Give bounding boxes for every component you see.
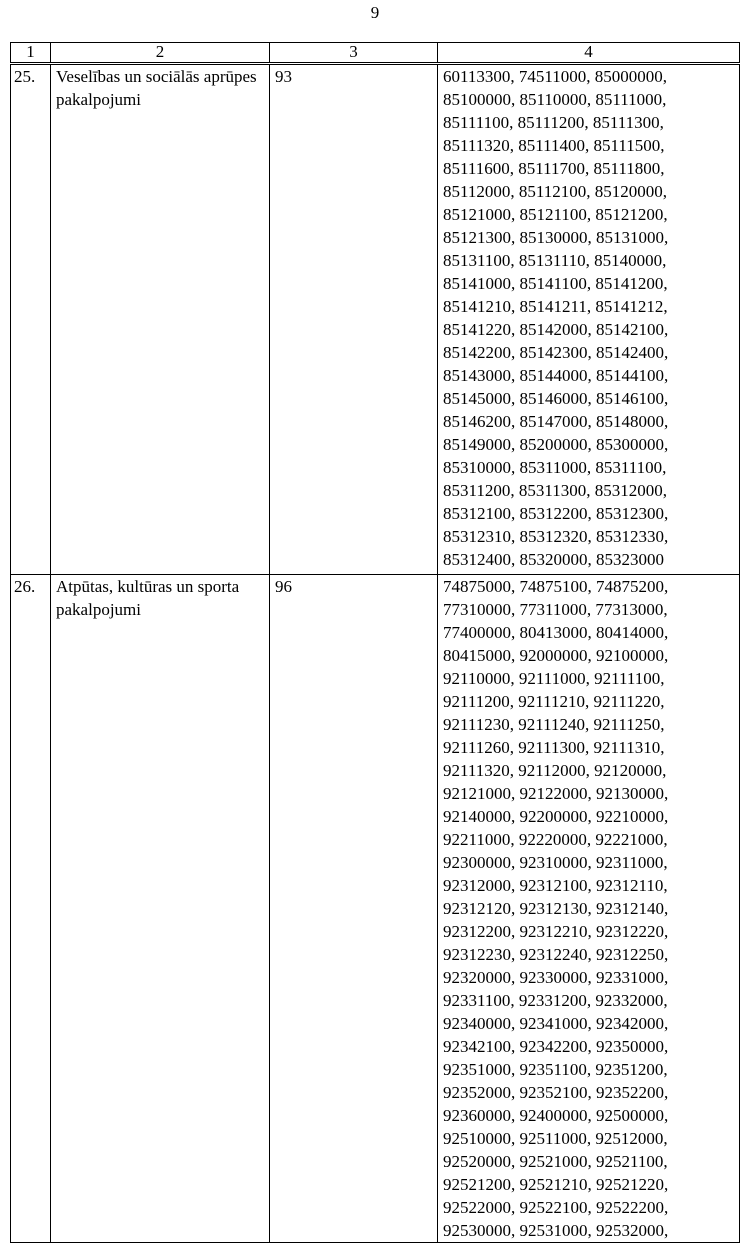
page-number: 9 bbox=[370, 3, 380, 22]
cpv-code-line: 85146200, 85147000, 85148000, bbox=[443, 412, 669, 431]
cpv-code-line: 92522000, 92522100, 92522200, bbox=[443, 1198, 669, 1217]
cpv-code-line: 92121000, 92122000, 92130000, bbox=[443, 784, 669, 803]
header-col-4: 4 bbox=[438, 43, 740, 64]
cpv-code-line: 85141210, 85141211, 85141212, bbox=[443, 297, 668, 316]
cpv-code-line: 92312230, 92312240, 92312250, bbox=[443, 945, 669, 964]
cpv-code-line: 85312310, 85312320, 85312330, bbox=[443, 527, 669, 546]
service-code: 93 bbox=[270, 64, 438, 575]
row-number: 25. bbox=[11, 64, 51, 575]
cpv-code-line: 85145000, 85146000, 85146100, bbox=[443, 389, 669, 408]
cpv-code-line: 85310000, 85311000, 85311100, bbox=[443, 458, 667, 477]
cpv-code-line: 92360000, 92400000, 92500000, bbox=[443, 1106, 669, 1125]
cpv-code-line: 80415000, 92000000, 92100000, bbox=[443, 646, 669, 665]
cpv-code-line: 92530000, 92531000, 92532000, bbox=[443, 1221, 669, 1240]
cpv-code-line: 85111600, 85111700, 85111800, bbox=[443, 159, 665, 178]
cpv-code-line: 92312120, 92312130, 92312140, bbox=[443, 899, 669, 918]
cpv-code-line: 85112000, 85112100, 85120000, bbox=[443, 182, 667, 201]
cpv-code-line: 85121000, 85121100, 85121200, bbox=[443, 205, 668, 224]
cpv-code-line: 74875000, 74875100, 74875200, bbox=[443, 577, 669, 596]
cpv-code-line: 92300000, 92310000, 92311000, bbox=[443, 853, 668, 872]
cpv-code-line: 85141000, 85141100, 85141200, bbox=[443, 274, 668, 293]
cpv-code-line: 92510000, 92511000, 92512000, bbox=[443, 1129, 668, 1148]
cpv-code-line: 85143000, 85144000, 85144100, bbox=[443, 366, 669, 385]
cpv-code-line: 92331100, 92331200, 92332000, bbox=[443, 991, 668, 1010]
cpv-code-line: 92110000, 92111000, 92111100, bbox=[443, 669, 665, 688]
cpv-code-line: 85131100, 85131110, 85140000, bbox=[443, 251, 667, 270]
cpv-code-line: 85142200, 85142300, 85142400, bbox=[443, 343, 669, 362]
table-row bbox=[11, 575, 740, 1243]
cpv-code-line: 92111260, 92111300, 92111310, bbox=[443, 738, 665, 757]
cpv-code-line: 85111100, 85111200, 85111300, bbox=[443, 113, 664, 132]
header-col-3: 3 bbox=[270, 43, 438, 64]
cpv-code-line: 85312100, 85312200, 85312300, bbox=[443, 504, 669, 523]
cpv-code-line: 77310000, 77311000, 77313000, bbox=[443, 600, 668, 619]
table-row bbox=[11, 64, 740, 575]
cpv-code-line: 85100000, 85110000, 85111000, bbox=[443, 90, 667, 109]
cpv-code-line: 85121300, 85130000, 85131000, bbox=[443, 228, 669, 247]
cpv-code-line: 92352000, 92352100, 92352200, bbox=[443, 1083, 669, 1102]
service-name: Veselības un sociālās aprūpes pakalpojumi bbox=[51, 64, 270, 575]
cpv-code-line: 85311200, 85311300, 85312000, bbox=[443, 481, 667, 500]
cpv-code-line: 92211000, 92220000, 92221000, bbox=[443, 830, 668, 849]
service-code: 96 bbox=[270, 575, 438, 1243]
cpv-code-line: 92111320, 92112000, 92120000, bbox=[443, 761, 667, 780]
cpv-code-line: 92111230, 92111240, 92111250, bbox=[443, 715, 665, 734]
table-body bbox=[11, 64, 740, 1243]
cpv-code-line: 92521200, 92521210, 92521220, bbox=[443, 1175, 669, 1194]
cpv-code-line: 60113300, 74511000, 85000000, bbox=[443, 67, 667, 86]
header-col-1: 1 bbox=[11, 43, 51, 64]
cpv-table bbox=[10, 42, 740, 1243]
cpv-code-line: 92342100, 92342200, 92350000, bbox=[443, 1037, 669, 1056]
cpv-code-line: 77400000, 80413000, 80414000, bbox=[443, 623, 669, 642]
header-col-2: 2 bbox=[51, 43, 270, 64]
cpv-code-line: 92312200, 92312210, 92312220, bbox=[443, 922, 669, 941]
cpv-code-line: 85111320, 85111400, 85111500, bbox=[443, 136, 665, 155]
cpv-code-line: 92520000, 92521000, 92521100, bbox=[443, 1152, 668, 1171]
cpv-code-line: 85149000, 85200000, 85300000, bbox=[443, 435, 669, 454]
cpv-code-line: 92111200, 92111210, 92111220, bbox=[443, 692, 665, 711]
service-name: Atpūtas, kultūras un sporta pakalpojumi bbox=[51, 575, 270, 1243]
table-header-row bbox=[11, 43, 740, 64]
row-number: 26. bbox=[11, 575, 51, 1243]
cpv-code-line: 92140000, 92200000, 92210000, bbox=[443, 807, 669, 826]
cpv-code-line: 92320000, 92330000, 92331000, bbox=[443, 968, 669, 987]
cpv-code-line: 85312400, 85320000, 85323000 bbox=[443, 550, 664, 569]
cpv-code-line: 92312000, 92312100, 92312110, bbox=[443, 876, 668, 895]
cpv-codes bbox=[438, 575, 740, 1243]
cpv-code-line: 92340000, 92341000, 92342000, bbox=[443, 1014, 669, 1033]
cpv-code-line: 85141220, 85142000, 85142100, bbox=[443, 320, 669, 339]
cpv-codes bbox=[438, 64, 740, 575]
cpv-code-line: 92351000, 92351100, 92351200, bbox=[443, 1060, 668, 1079]
